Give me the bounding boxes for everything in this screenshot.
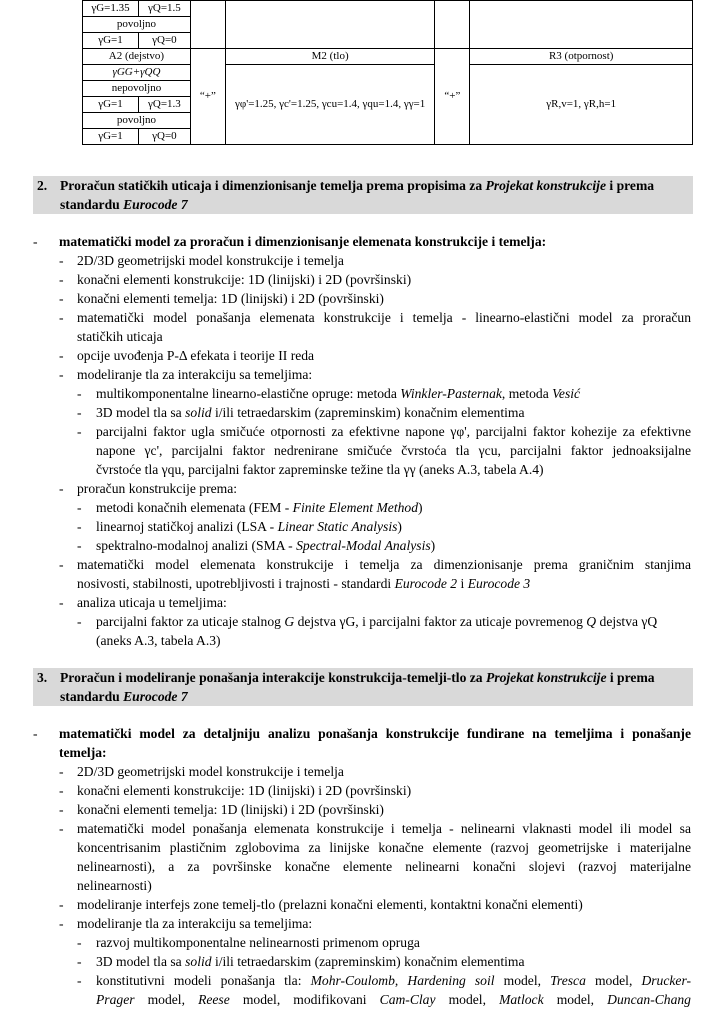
heading-italic: Eurocode 7 [123,689,188,704]
bullet-dash: - [59,367,64,382]
item-text: nosivosti, stabilnosti, upotrebljivosti i trajnosti - standardi [77,576,395,591]
bullet-dash: - [59,783,64,798]
item-italic: Vesić [552,386,581,401]
section-3-bullet-continued: temelja: [59,745,107,760]
item-text: i [457,576,468,591]
table-cell: γGG+γQQ [83,65,191,81]
list-item: konačni elementi temelja: 1D (linijski) i 2D (površinski) [77,291,384,306]
list-item-continued: koncentrisanim plastičnim zglobovima za linijske konačne elemente (razvoj geometrijske i materijalne [77,840,691,855]
section-3-heading [33,668,693,706]
item-text: model, [585,973,642,988]
item-text: dejstva γQ [596,614,658,629]
table-cell: “+” [190,49,225,145]
table-cell: povoljno [83,113,191,129]
item-text: dejstva γG, i parcijalni faktor za uticaje povremenog [294,614,587,629]
table-cell: γG=1 [83,129,139,145]
table-cell: γG=1 [83,33,139,49]
item-italic: Finite Element Method [292,500,418,515]
list-item: matematički model ponašanja elemenata konstrukcije i temelja - linearno-elastični model za proračun [77,310,691,325]
item-italic: Q [586,614,597,629]
list-item: analiza uticaja u temeljima: [77,595,227,610]
item-text: , metoda [501,386,553,401]
sub-list-item [96,952,524,971]
item-text: spektralno-modalnoj analizi (SMA - [96,538,297,553]
sub-list-item [96,612,657,631]
bullet-dash: - [77,500,82,515]
list-item-continued [77,574,530,593]
item-text: model, [543,992,608,1007]
table-cell: γQ=1.5 [138,1,190,17]
partial-factor-table [82,0,693,145]
list-item: matematički model ponašanja elemenata konstrukcije i temelja - nelinearni vlaknasti model ili model sa [77,821,691,836]
table-cell: γφ'=1.25, γc'=1.25, γcu=1.4, γqu=1.4, γγ=1 [225,65,435,145]
list-item: konačni elementi temelja: 1D (linijski) i 2D (površinski) [77,802,384,817]
item-italic: Spectral-Modal Analysis [296,538,431,553]
section-2-heading [33,176,693,214]
item-text: , [394,973,408,988]
bullet-dash: - [77,424,82,439]
table-cell: γQ=1.3 [138,97,190,113]
item-italic: G [284,614,295,629]
sub-list-item [96,403,524,422]
table-cell [470,1,693,49]
sub-list-item: parcijalni faktor ugla smičuće otpornosti za efektivne napone γφ', parcijalni faktor kohezije za efektivne [96,424,691,439]
bullet-dash: - [59,253,64,268]
table-cell: M2 (tlo) [225,49,435,65]
section-number: 2. [37,178,48,193]
list-item: modeliranje interfejs zone temelj-tlo (prelazni konačni elementi, kontaktni konačni elementi) [77,897,583,912]
item-text: i/ili tetraedarskim (zapreminskim) konačnim elementima [211,954,525,969]
bullet-dash: - [77,519,82,534]
bullet-dash: - [77,935,82,950]
table-cell: γG=1 [83,97,139,113]
list-item: 2D/3D geometrijski model konstrukcije i temelja [77,253,344,268]
table-cell: γG=1.35 [83,1,139,17]
item-italic: Eurocode 3 [467,576,531,591]
item-italic: Cam-Clay [379,992,436,1007]
bullet-dash: - [59,310,64,325]
bullet-dash: - [77,538,82,553]
item-text: ) [418,500,423,515]
item-italic: Prager [96,992,135,1007]
heading-text: standardu [60,689,124,704]
heading-text: Proračun i modeliranje ponašanja interakcije konstrukcija-temelji-tlo za [60,670,487,685]
list-item: modeliranje tla za interakciju sa temeljima: [77,916,313,931]
list-item: modeliranje tla za interakciju sa temeljima: [77,367,313,382]
item-text: linearnoj statičkoj analizi (LSA - [96,519,278,534]
list-item: konačni elementi konstrukcije: 1D (linijski) i 2D (površinski) [77,783,412,798]
item-text: konstitutivni modeli ponašanja tla: [96,973,311,988]
bullet-dash: - [59,802,64,817]
heading-italic: Eurocode 7 [123,197,188,212]
list-item: proračun konstrukcije prema: [77,481,238,496]
item-text: parcijalni faktor za uticaje stalnog [96,614,285,629]
table-cell: nepovoljno [83,81,191,97]
sub-list-item [96,517,402,536]
item-text: model, [494,973,551,988]
bullet-dash: - [59,897,64,912]
item-italic: Eurocode 2 [394,576,458,591]
item-text: i/ili tetraedarskim (zapreminskim) konačnim elementima [211,405,525,420]
item-italic: Drucker- [641,973,692,988]
item-text: ) [430,538,436,553]
item-text: metodi konačnih elemenata (FEM - [96,500,293,515]
table-cell: R3 (otpornost) [470,49,693,65]
list-item: matematički model elemenata konstrukcije i temelja za dimenzionisanje prema graničnim stanjima [77,557,691,572]
section-number: 3. [37,670,48,685]
bullet-dash: - [59,272,64,287]
table-cell [225,1,435,49]
item-text: 3D model tla sa [96,954,186,969]
list-item: 2D/3D geometrijski model konstrukcije i temelja [77,764,344,779]
bullet-dash: - [59,821,64,836]
bullet-dash: - [59,481,64,496]
item-italic: Linear Static Analysis [277,519,398,534]
item-italic: Winkler-Pasternak [400,386,502,401]
list-item-continued: nelinearnosti) [77,878,152,893]
sub-list-item [96,384,580,403]
table-cell: γR,v=1, γR,h=1 [470,65,693,145]
bullet-dash: - [77,614,82,629]
heading-text: Proračun statičkih uticaja i dimenzionisanje temelja prema propisima za [60,178,486,193]
list-item-continued: nelinearnosti), a za površinske konačne elemente nelinearni konačni slojevi (razvoj materijalne [77,859,691,874]
table-cell: γQ=0 [138,129,190,145]
bullet-dash: - [33,726,38,741]
bullet-dash: - [77,954,82,969]
bullet-dash: - [33,234,38,249]
sub-list-item [96,536,435,555]
sub-list-item [96,971,691,990]
list-item: opcije uvođenja P-Δ efekata i teorije II reda [77,348,315,363]
item-italic: solid [185,405,212,420]
table-cell: γQ=0 [138,33,190,49]
list-item-continued: statičkih uticaja [77,329,163,344]
section-3-bullet: matematički model za detaljniju analizu ponašanja konstrukcije fundirane na temeljima i ponašanje [59,726,691,741]
table-cell: “+” [435,49,470,145]
table-cell [190,1,225,49]
item-italic: Reese [198,992,230,1007]
heading-italic: Projekat konstrukcije [485,178,606,193]
bullet-dash: - [59,557,64,572]
bullet-dash: - [77,973,82,988]
section-2-bullet: matematički model za proračun i dimenzionisanje elemenata konstrukcije i temelja: [59,234,547,249]
item-italic: Mohr-Coulomb [310,973,395,988]
sub-list-item [96,498,423,517]
heading-text: i prema [606,670,655,685]
sub-list-item-continued: (aneks A.3, tabela A.3) [96,633,221,648]
bullet-dash: - [77,386,82,401]
heading-text: i prema standardu [60,178,655,212]
item-text: model, [435,992,500,1007]
table-cell [435,1,470,49]
item-italic: Hardening soil [407,973,495,988]
sub-list-item: razvoj multikomponentalne nelinearnosti primenom opruga [96,935,420,950]
table-cell: A2 (dejstvo) [83,49,191,65]
bullet-dash: - [77,405,82,420]
list-item: konačni elementi konstrukcije: 1D (linijski) i 2D (površinski) [77,272,412,287]
item-text: model, [134,992,199,1007]
item-italic: Matlock [499,992,544,1007]
sub-list-item-continued [96,990,691,1009]
bullet-dash: - [59,595,64,610]
sub-list-item-continued: napone γc', parcijalni faktor nedrenirane smičuće čvrstoća tla γcu, parcijalni faktor jednoaksijalne [96,443,691,458]
table-cell: povoljno [83,17,191,33]
sub-list-item-continued: čvrstoće tla γqu, parcijalni faktor zapreminske težine tla γγ (aneks A.3, tabela A.4) [96,462,544,477]
item-italic: solid [185,954,212,969]
bullet-dash: - [59,291,64,306]
item-italic: Tresca [550,973,586,988]
item-text: multikomponentalne linearno-elastične opruge: metoda [96,386,401,401]
item-text: model, modifikovani [229,992,380,1007]
heading-italic: Projekat konstrukcije [486,670,607,685]
item-text: ) [397,519,402,534]
bullet-dash: - [59,348,64,363]
bullet-dash: - [59,916,64,931]
item-text: 3D model tla sa [96,405,186,420]
bullet-dash: - [59,764,64,779]
item-italic: Duncan-Chang [607,992,691,1007]
